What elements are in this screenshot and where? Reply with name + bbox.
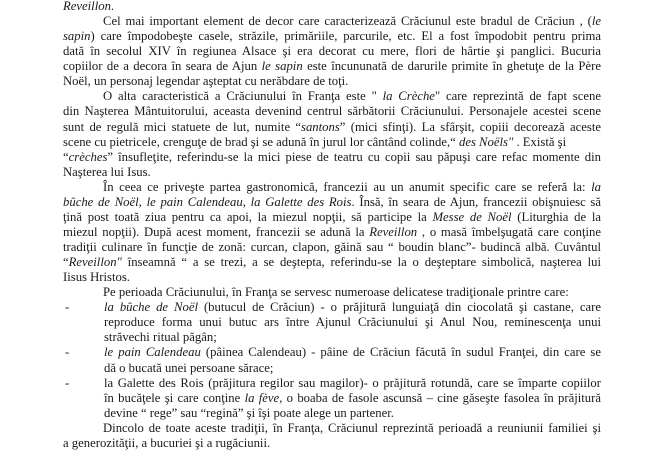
- list-item-line: [63, 300, 601, 315]
- italic-text: la: [591, 179, 601, 194]
- text: ţină post toată ziua pentru ca apoi, la miezul nopţii, să participe la: [63, 209, 433, 224]
- italic-text: santons: [301, 119, 340, 134]
- text: Pe perioada Crăciunului, în Franţa se servesc numeroase delicatese tradiţionale printre care:: [103, 285, 569, 300]
- text: , o masă îmbelşugată care conţine: [417, 224, 601, 239]
- italic-text: Reveillon": [68, 255, 122, 270]
- text-line: [63, 195, 601, 210]
- text: străvechi ritual păgân;: [104, 330, 217, 345]
- text-line: [63, 29, 601, 44]
- text-line: [63, 361, 601, 376]
- text-line: [63, 210, 601, 225]
- italic-text: le sapin: [261, 59, 303, 74]
- text: , o boaba de fasole ascunsă – cine găseşte fasolea în prăjitură: [279, 390, 601, 405]
- text-line: [63, 104, 601, 119]
- italic-text: crèches: [68, 149, 108, 164]
- text: devine “ rege” sau “regină” şi îşi poate alege un partener.: [104, 405, 394, 420]
- text: din Naşterea Mântuitorului, aceasta devenind centrul sărbătorii Crăciunului. Personajele acestei scene: [63, 104, 601, 119]
- text: (Liturghia de la: [511, 209, 601, 224]
- italic-text: Reveillon: [369, 224, 418, 239]
- text-line: [63, 225, 601, 240]
- text: a generozităţii, a bucuriei şi a rugăciunii.: [63, 435, 271, 450]
- text: ” însufleţite, referindu-se la mici piese de teatru cu copii sau păpuşi care refac momente din: [107, 149, 601, 164]
- text: copiilor de a decora în seara de Ajun: [63, 59, 262, 74]
- text: ” (mici sfinţi). La sfârşit, copiii decorează aceste: [339, 119, 601, 134]
- text-line: [63, 135, 601, 150]
- italic-text: la bûche de Noël: [104, 300, 198, 315]
- italic-text: sapin: [63, 29, 91, 44]
- text: tradiţii culinare în funcţie de zonă: curcan, clapon, găină sau “ boudin blanc”- budincă albă. Cuvântul: [63, 240, 601, 254]
- text-line: [63, 285, 601, 300]
- text: Cel mai important element de decor care caracterizează Crăciunul este bradul de Crăciun , (: [103, 14, 592, 29]
- text: înseamnă “ a se trezi, a se deştepta, referindu-se la o deşteptare simbolică, naşterea lui: [121, 255, 601, 270]
- text-line: [63, 180, 601, 195]
- text: sunt de regulă mici statuete de lut, numite “: [63, 119, 302, 134]
- text: O alta caracteristică a Crăciunului în Franţa este ": [103, 89, 377, 104]
- italic-text: Reveillon: [63, 0, 111, 13]
- italic-text: la fève: [244, 390, 280, 405]
- text: la Galette des Rois (prăjitura regilor sau magilor)- o prăjitură rotundă, care se împarte copiilor: [104, 375, 601, 390]
- bullet-dash: -: [65, 300, 70, 315]
- italic-text: des Noëls": [458, 134, 514, 149]
- text: Dincolo de toate aceste tradiţii, în Franţa, Crăciunul reprezintă perioadă a reuniunii familiei şi: [103, 420, 601, 435]
- text: Iisus Hristos.: [63, 270, 130, 285]
- text: reproduce forma unui butuc ars între Ajunul Crăciunului şi Anul Nou, reminescenţa unui: [104, 315, 601, 330]
- text-line: [63, 240, 601, 255]
- text: În ceea ce priveşte partea gastronomică, francezii au un anumit specific care se referă la:: [103, 179, 592, 194]
- text-line: [63, 406, 601, 421]
- text-line: [63, 89, 601, 104]
- italic-text: le pain Calendeau: [104, 345, 201, 360]
- list-item-line: [63, 345, 601, 360]
- text-line: [63, 14, 601, 29]
- text: este încununată de darurile primite în ghetuţe de la Père: [302, 59, 601, 74]
- text-line: [63, 436, 601, 451]
- text-line: [63, 44, 601, 59]
- text: . Există şi: [513, 134, 567, 149]
- text: Noël, un personaj legendar aşteptat cu nerăbdare de toţi.: [63, 74, 349, 89]
- list-item-line: [63, 376, 601, 391]
- italic-text: la Crèche: [376, 89, 435, 104]
- text-line: [63, 255, 601, 270]
- bullet-dash: -: [65, 345, 70, 360]
- text-line: [63, 0, 601, 14]
- text-line: [63, 120, 601, 135]
- text: scene cu pietricele, crenguţe de brad şi se adună în jurul lor cântând colinde,“: [63, 134, 459, 149]
- text: “: [63, 255, 69, 270]
- text: ) care împodobeşte casele, străzile, primăriile, parcurile, etc. El a fost împodobit pentru prima: [90, 29, 601, 44]
- text: “: [63, 149, 69, 164]
- text: dă o bucată unei persoane sărace;: [104, 360, 274, 375]
- text: în bucăţele şi care conţine: [104, 390, 245, 405]
- text-line: [63, 421, 601, 436]
- text: (butucul de Crăciun) - o prăjitură lunguiaţă din ciocolată şi castane, care: [197, 300, 601, 315]
- text: Naşterea lui Isus.: [63, 164, 151, 179]
- italic-text: Messe de Noël: [432, 209, 512, 224]
- text: dată în secolul XIV în regiunea Alsace şi era decorat cu mere, flori de hârtie şi panglici. Bucuria: [63, 44, 601, 59]
- text-line: [63, 150, 601, 165]
- text: (pâinea Calendeau) - pâine de Crăciun făcută în sudul Franţei, din care se: [200, 345, 601, 360]
- text-line: [63, 270, 601, 285]
- text-line: [63, 74, 601, 89]
- text-line: [63, 315, 601, 330]
- bullet-dash: -: [65, 375, 70, 390]
- document-page: [63, 0, 601, 451]
- text: miezul nopţii). După acest moment, francezii se adună la: [63, 224, 370, 239]
- text-line: [63, 59, 601, 74]
- text-line: [63, 391, 601, 406]
- text: . Însă, în seara de Ajun, francezii obişnuiesc să: [351, 194, 601, 209]
- text-line: [63, 330, 601, 345]
- italic-text: le: [591, 14, 601, 29]
- text: " care reprezintă de fapt scene: [434, 89, 601, 104]
- text: .: [110, 0, 115, 13]
- italic-text: bûche de Noël, le pain Calendeau, la Galette des Rois: [63, 194, 352, 209]
- text-line: [63, 165, 601, 180]
